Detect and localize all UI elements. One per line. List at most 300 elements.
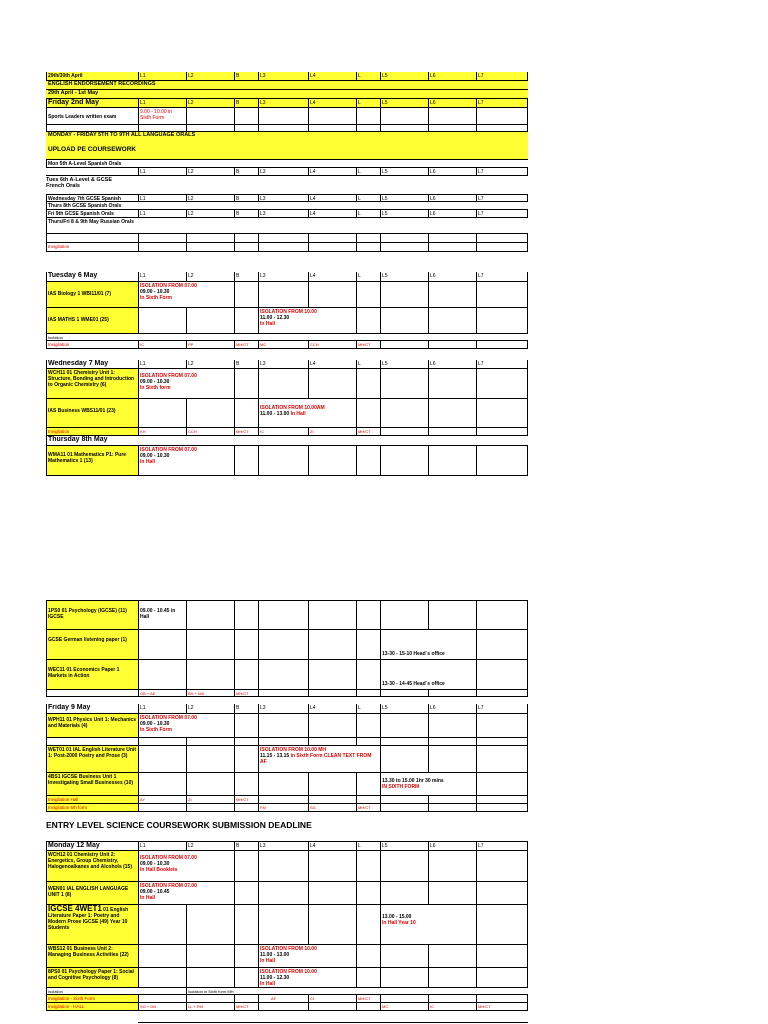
col-l2: L2 <box>186 272 234 281</box>
cell <box>258 601 308 629</box>
col-l4: L4 <box>308 168 356 175</box>
cell <box>380 282 428 307</box>
cell <box>380 601 428 629</box>
invig-cell: ZI <box>186 796 234 803</box>
col-l6: L6 <box>428 272 476 281</box>
cell <box>356 446 380 475</box>
col-l1: L1 <box>138 72 186 80</box>
cell <box>308 773 356 795</box>
col-l2: L2 <box>186 168 234 175</box>
cell <box>380 746 428 772</box>
cell <box>186 125 234 131</box>
cell <box>356 1003 380 1010</box>
cell <box>138 234 186 242</box>
cell <box>308 108 356 124</box>
cell <box>356 968 380 987</box>
cell <box>380 308 428 333</box>
exam-time <box>138 369 234 398</box>
exam-time <box>138 601 186 629</box>
iso-row <box>46 988 528 995</box>
invig-cell: SG + DB <box>138 1003 186 1010</box>
time-line: ISOLATION FROM 07.00 <box>140 855 197 861</box>
cell <box>356 905 380 944</box>
cell <box>476 125 528 131</box>
exam-label: IAS Biology 1 WBI11/01 (7) <box>46 282 138 307</box>
exam-label: 1PS0 01 Psychology (IGCSE) (11) IGCSE <box>46 601 138 629</box>
cell <box>380 234 428 242</box>
col-l2: L2 <box>186 842 234 850</box>
cell <box>356 369 380 398</box>
cell <box>356 243 380 251</box>
cell <box>234 995 258 1002</box>
cell <box>428 308 476 333</box>
eng-row <box>46 81 528 90</box>
cell <box>356 796 380 803</box>
invig-row <box>46 1003 528 1011</box>
day-row <box>46 360 528 369</box>
cols-row <box>46 168 528 176</box>
invig-cell: IC <box>428 1003 476 1010</box>
time-line: ISOLATION FROM 10.00 <box>260 309 317 315</box>
cell <box>308 690 356 696</box>
cell <box>428 243 476 251</box>
col-l: L <box>356 842 380 850</box>
cell <box>308 738 356 745</box>
time-line: 13.30 to 15.00 1hr 30 mins <box>382 778 444 784</box>
time-line: 11.00 - 13.00 <box>260 952 290 958</box>
time-line: In Hall <box>140 895 156 901</box>
wednesday-block <box>46 360 528 476</box>
blank-row <box>46 234 528 243</box>
day-row <box>46 704 528 714</box>
time-line: IN SIXTH FORM <box>382 784 420 790</box>
cell <box>46 690 138 696</box>
cell <box>258 369 308 398</box>
col-l1: L1 <box>138 360 186 368</box>
col-l: L <box>356 168 380 175</box>
cell <box>308 282 356 307</box>
cell <box>476 690 528 696</box>
cell <box>138 905 186 944</box>
cell <box>428 945 476 967</box>
day-label: Wednesday 7 May <box>46 360 138 368</box>
col-l1: L1 <box>138 99 186 107</box>
cell <box>428 968 476 987</box>
upload-label: UPLOAD PE COURSEWORK <box>48 146 137 153</box>
cell <box>476 905 528 944</box>
col-l4: L4 <box>308 210 356 217</box>
cell <box>356 601 380 629</box>
exam-label: WCH11 01 Chemistry Unit 1: Structure, Bonding and Introduction to Organic Chemistry (6) <box>46 369 138 398</box>
cell <box>138 804 186 811</box>
invig-cell: MH/CT <box>234 428 258 435</box>
cell <box>356 945 380 967</box>
cell <box>428 399 476 427</box>
col-l6: L6 <box>428 210 476 217</box>
cell <box>380 882 428 904</box>
time-line: In Sixth form <box>140 385 171 391</box>
time-line: 11.00 - 12.30 <box>260 315 290 321</box>
cell <box>234 630 258 659</box>
cell <box>138 773 186 795</box>
cell <box>138 746 186 772</box>
cell <box>234 851 258 881</box>
russ-label: Thurs/Fri 8 & 9th May Russian Orals <box>46 218 138 233</box>
cell <box>380 341 428 348</box>
cell <box>46 234 138 242</box>
cell <box>356 308 380 333</box>
col-l3: L3 <box>258 210 308 217</box>
time-line: In Hall <box>260 321 276 327</box>
cell <box>258 660 308 689</box>
cell <box>428 341 476 348</box>
time-line: 13.00 - 15.00 <box>382 914 412 920</box>
cell <box>356 660 380 689</box>
orals-row <box>46 132 528 160</box>
cell <box>234 399 258 427</box>
cell <box>186 738 234 745</box>
exam-row <box>46 968 528 988</box>
cell <box>258 738 308 745</box>
blank-row <box>46 738 528 746</box>
cell <box>356 882 380 904</box>
col-l5: L5 <box>380 168 428 175</box>
col-l4: L4 <box>308 272 356 281</box>
cell <box>476 630 528 659</box>
col-l4: L4 <box>308 360 356 368</box>
blank-row <box>46 125 528 132</box>
invig-cell: ZI <box>308 428 356 435</box>
orals-label: MONDAY - FRIDAY 5TH TO 9TH ALL LANGUAGE ORALS <box>48 132 196 138</box>
cell <box>356 399 380 427</box>
cell <box>234 282 258 307</box>
invig-row <box>46 804 528 812</box>
col-l7: L7 <box>476 195 528 201</box>
cell <box>308 234 356 242</box>
col-l5: L5 <box>380 195 428 201</box>
time-line: 09.00 - 10.30 <box>140 379 170 385</box>
invig-cell: MH/CT <box>234 1003 258 1010</box>
cell <box>428 282 476 307</box>
time-line: 09.00 - 10.30 <box>140 453 170 459</box>
exam-label: WEC11 01 Economics Paper 1 Markets in Action <box>46 660 138 689</box>
cell <box>46 738 138 745</box>
time-line: 09.00 - 10.45 in <box>140 608 176 614</box>
cell <box>308 125 356 131</box>
cell <box>234 369 258 398</box>
time-line: ISOLATION FROM 07.00 <box>140 715 197 721</box>
cell <box>186 601 234 629</box>
exam-label: WET01 01 IAL English Literature Unit 1: Post-2000 Poetry and Prose (3) <box>46 746 138 772</box>
invig-row <box>46 341 528 349</box>
exam-row <box>46 746 528 773</box>
exam-time <box>138 282 234 307</box>
dates-label: 29th April - 1st May <box>48 90 99 96</box>
col-l6: L6 <box>428 842 476 850</box>
invig-label: Invigilation Hall <box>46 796 138 803</box>
friday-block <box>46 704 528 812</box>
sports-label: Sports Leaders written exam <box>46 108 138 124</box>
cell <box>308 601 356 629</box>
time-line: 11.00 - 13.00 <box>260 411 290 417</box>
fri9-row <box>46 210 528 218</box>
cell <box>428 882 476 904</box>
invig-cell: AF <box>258 995 308 1002</box>
cell <box>476 945 528 967</box>
exam-row <box>46 369 528 399</box>
time-line: In Sixth Form <box>140 295 172 301</box>
cell <box>428 738 476 745</box>
cell <box>476 369 528 398</box>
cell <box>138 399 186 427</box>
col-l7: L7 <box>476 842 528 850</box>
col-l6: L6 <box>428 360 476 368</box>
cell <box>258 125 308 131</box>
thu8-label: Thurs 8th GCSE Spanish Orals <box>46 202 138 209</box>
cell <box>186 945 234 967</box>
time-line: ISOLATION FROM 10.00AM <box>260 405 325 411</box>
invig-cell: GB + AE <box>138 690 186 696</box>
exam-row <box>46 882 528 905</box>
cell <box>380 399 428 427</box>
cell <box>258 773 308 795</box>
cell <box>258 851 308 881</box>
wed7-row <box>46 194 528 202</box>
time-line: 09.00 - 10.30 <box>140 721 170 727</box>
exam-time <box>138 714 234 737</box>
iso-row <box>46 334 528 341</box>
invig-label: Invigilation 6th form <box>46 804 138 811</box>
sports-row <box>46 108 528 125</box>
time-line: in Sixth Form CLEAN TEXT FROM AF <box>260 753 372 765</box>
iso-label: Isolation <box>46 334 138 340</box>
cell <box>476 446 528 475</box>
col-l2: L2 <box>186 72 234 80</box>
sports-time <box>138 108 186 124</box>
col-b: B <box>234 842 258 850</box>
col-l1: L1 <box>138 272 186 281</box>
cell <box>138 243 186 251</box>
exam-label: 4BS1 IGCSE Business Unit 1 Investigating Small Businesses (10) <box>46 773 138 795</box>
cell <box>138 660 186 689</box>
col-l: L <box>356 360 380 368</box>
invig-row <box>46 243 528 252</box>
cell <box>186 968 234 987</box>
cell <box>258 882 308 904</box>
col-l: L <box>356 210 380 217</box>
invig-cell: PP <box>186 341 234 348</box>
cell <box>138 968 186 987</box>
col-l3: L3 <box>258 72 308 80</box>
cell <box>258 630 308 659</box>
cell <box>234 108 258 124</box>
col-l2: L2 <box>186 195 234 201</box>
cell <box>476 714 528 737</box>
cell <box>186 746 234 772</box>
col-l1: L1 <box>138 168 186 175</box>
invig-cell: AY <box>138 796 186 803</box>
entry-level-heading: ENTRY LEVEL SCIENCE COURSEWORK SUBMISSION DEADLINE <box>46 820 312 830</box>
eng-label: ENGLISH ENDORSEMENT RECORDINGS <box>48 81 156 87</box>
col-l4: L4 <box>308 72 356 80</box>
time-line: ISOLATION FROM 07.00 <box>140 283 197 289</box>
cell <box>186 399 234 427</box>
thu-day-row <box>46 436 528 446</box>
time-line: ISOLATION FROM 10.00 MH <box>260 747 327 753</box>
col-l2: L2 <box>186 360 234 368</box>
cell <box>234 804 258 811</box>
cell <box>380 995 428 1002</box>
invig-cell: IC <box>258 428 308 435</box>
col-l5: L5 <box>380 360 428 368</box>
exam-label: WCH12 01 Chemistry Unit 2: Energetics, Group Chemistry, Halogenoalkanes and Alcohols (15) <box>46 851 138 881</box>
tue6-row <box>46 176 528 194</box>
monday-block <box>46 841 528 1011</box>
cell <box>186 243 234 251</box>
invig-row <box>46 428 528 436</box>
cell <box>476 773 528 795</box>
sports-loc-text: Sixth Form <box>140 115 165 121</box>
col-l3: L3 <box>258 168 308 175</box>
time-line: 11.00 - 12.30 <box>260 975 290 981</box>
cell <box>234 738 258 745</box>
dates-row <box>46 90 528 99</box>
exam-row <box>46 851 528 882</box>
cell <box>476 428 528 435</box>
header-date: 29th/30th April <box>46 72 138 80</box>
cell <box>308 905 356 944</box>
col-l5: L5 <box>380 842 428 850</box>
cell <box>428 746 476 772</box>
col-l3: L3 <box>258 704 308 713</box>
cell <box>138 125 186 131</box>
exam-row <box>46 714 528 738</box>
invig-cell: CCH <box>308 341 356 348</box>
invig-cell: MH/CT <box>356 428 380 435</box>
exam-time: 13-30 - 14-45 Head`s office <box>380 660 476 689</box>
cell <box>356 630 380 659</box>
exam-label <box>46 905 138 944</box>
invig-cell: MH/CT <box>356 995 380 1002</box>
col-l6: L6 <box>428 99 476 107</box>
exam-label: IAS MATHS 1 WME01 (25) <box>46 308 138 333</box>
col-l7: L7 <box>476 210 528 217</box>
cell <box>428 428 476 435</box>
exam-code: IGCSE 4WET1 <box>48 905 102 913</box>
cell <box>380 428 428 435</box>
cell <box>428 234 476 242</box>
wed7-label: Wednesday 7th GCSE Spanish <box>46 195 138 201</box>
day-label: Friday 9 May <box>46 704 138 713</box>
week-header-block <box>46 72 528 252</box>
cell <box>380 690 428 696</box>
col-l: L <box>356 704 380 713</box>
cell <box>428 995 476 1002</box>
col-l7: L7 <box>476 360 528 368</box>
tuesday-block <box>46 272 528 349</box>
time-line: 09.00 - 10.45 <box>140 889 170 895</box>
cell <box>380 714 428 737</box>
invig-cell: MC <box>258 341 308 348</box>
cell <box>476 882 528 904</box>
cell <box>234 125 258 131</box>
day-row <box>46 841 528 851</box>
col-b: B <box>234 99 258 107</box>
invig-cell: MC <box>380 1003 428 1010</box>
cell <box>476 738 528 745</box>
cell <box>428 796 476 803</box>
cell <box>356 714 380 737</box>
cell <box>428 108 476 124</box>
exam-row <box>46 660 528 690</box>
invig-cell: KH <box>138 428 186 435</box>
time-line: 09.00 - 10.30 <box>140 861 170 867</box>
exam-row <box>46 601 528 630</box>
col-l5: L5 <box>380 210 428 217</box>
col-l7: L7 <box>476 704 528 713</box>
cell <box>308 851 356 881</box>
cell <box>476 796 528 803</box>
time-line: ISOLATION FROM 10.00 <box>260 946 317 952</box>
col-b: B <box>234 168 258 175</box>
exam-time <box>258 308 356 333</box>
cell <box>308 630 356 659</box>
cell <box>356 125 380 131</box>
col-l2: L2 <box>186 210 234 217</box>
fri-label: Friday 2nd May <box>46 99 138 107</box>
time-line: ISOLATION FROM 07.00 <box>140 373 197 379</box>
cell <box>138 945 186 967</box>
col-b: B <box>234 72 258 80</box>
col-l1: L1 <box>138 210 186 217</box>
cell <box>476 399 528 427</box>
exam-label: GCSE German listening paper (1) <box>46 630 138 659</box>
header-row <box>46 72 528 81</box>
cell <box>380 851 428 881</box>
cell <box>234 660 258 689</box>
iso-label: Isolation <box>46 988 138 994</box>
mon5-label: Mon 5th A-Level Spanish Orals <box>46 160 138 167</box>
invig-cell: MH/CT <box>356 341 380 348</box>
time-line: In Hall <box>260 981 276 987</box>
cell <box>234 243 258 251</box>
day-row <box>46 272 528 282</box>
invig-cell: FM <box>258 804 308 811</box>
cell <box>138 995 186 1002</box>
exam-time <box>138 446 234 475</box>
cell <box>234 601 258 629</box>
invig-cell: LL + PM <box>186 1003 234 1010</box>
col-l: L <box>356 272 380 281</box>
invig-cell: BH + MA <box>186 690 234 696</box>
exam-label: IAS Business WBS11/01 (23) <box>46 399 138 427</box>
cell <box>258 108 308 124</box>
cell <box>234 746 258 772</box>
tue6-label-a: Tues 6th A-Level & GCSE <box>46 177 113 183</box>
cell <box>46 125 138 131</box>
exam-time: 13-30 - 15-10 Head`s office <box>380 630 476 659</box>
day-label: Thursday 8th May <box>46 436 138 445</box>
day-label: Tuesday 6 May <box>46 272 138 281</box>
cell <box>258 446 308 475</box>
cell <box>186 773 234 795</box>
time-line: 11.15 - 13.15 <box>260 753 290 759</box>
time-line: In Hall <box>260 958 276 964</box>
cell <box>476 746 528 772</box>
cell <box>308 243 356 251</box>
cell <box>476 968 528 987</box>
col-b: B <box>234 210 258 217</box>
